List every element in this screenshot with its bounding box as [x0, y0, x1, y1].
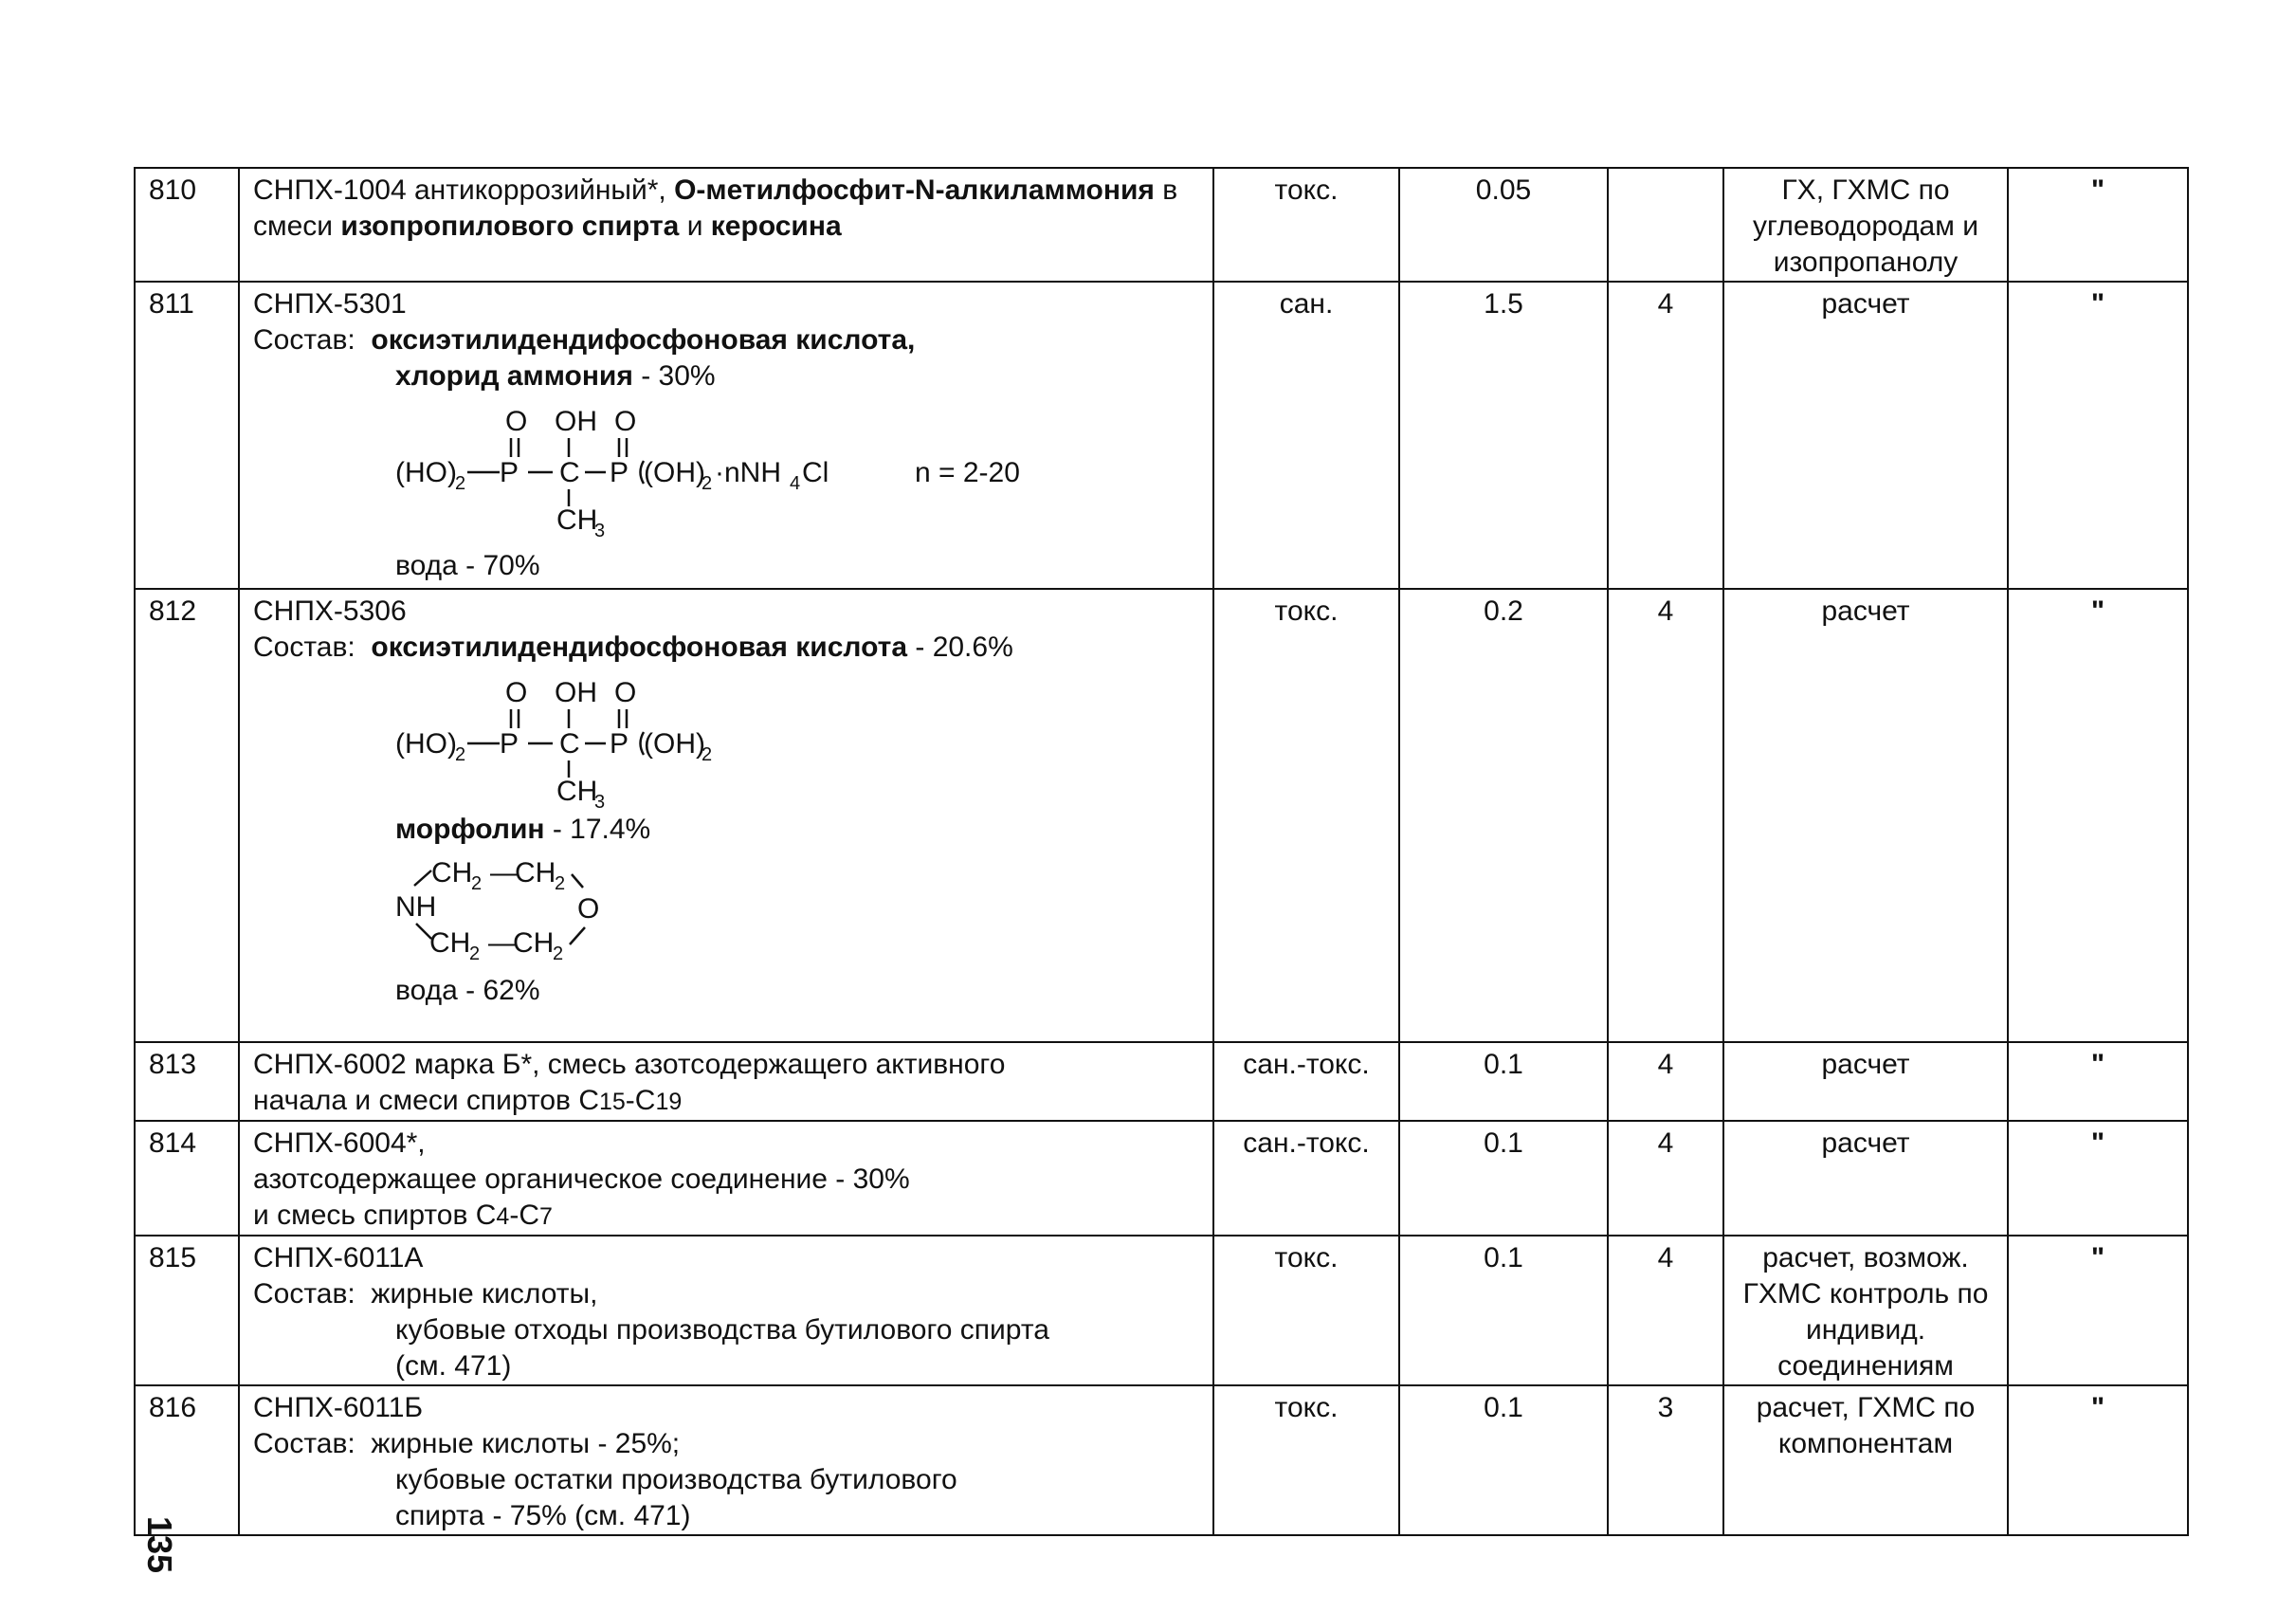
substance-name: СНПХ-5306	[253, 595, 407, 627]
svg-text:CH: CH	[556, 776, 598, 807]
svg-text:C: C	[559, 457, 580, 488]
svg-text:OH: OH	[555, 677, 597, 708]
table-row	[135, 282, 2188, 589]
svg-text:O: O	[577, 893, 600, 925]
method: расчет	[1723, 1121, 2008, 1236]
svg-text:(HO): (HO)	[395, 457, 457, 488]
svg-text:3: 3	[594, 792, 606, 813]
composition-label: Состав:	[253, 324, 355, 356]
limit-value: 0.1	[1399, 1236, 1608, 1385]
limit-value: 0.2	[1399, 589, 1608, 1042]
limit-value: 0.1	[1399, 1121, 1608, 1236]
svg-text:2: 2	[471, 873, 483, 894]
limit-type: токс.	[1213, 168, 1399, 282]
table-row	[135, 168, 2188, 282]
limit-value: 0.1	[1399, 1042, 1608, 1121]
substance-cell: СНПХ-5301 Состав: оксиэтилидендифосфоновая кислота, хлорид аммония - 30% O OH O (HO) 2 P C P (OH) 2 ·nNH 4 Cl CH 3 n = 2-20 вода - 70%	[239, 282, 1213, 589]
limit-type: токс.	[1213, 589, 1399, 1042]
row-number: 816	[135, 1385, 239, 1535]
composition-label: Состав:	[253, 1278, 355, 1310]
hazard-class: 3	[1608, 1385, 1723, 1535]
svg-text:(HO): (HO)	[395, 728, 457, 760]
water: вода	[395, 975, 458, 1006]
method: расчет, ГХМС по компонентам	[1723, 1385, 2008, 1535]
svg-text:—: —	[488, 927, 517, 959]
table-row	[135, 1236, 2188, 1385]
svg-text:2: 2	[702, 744, 713, 765]
limit-type: токс.	[1213, 1385, 1399, 1535]
svg-text:n = 2-20: n = 2-20	[915, 457, 1020, 488]
component-2: морфолин	[395, 814, 545, 845]
svg-text:2: 2	[455, 473, 466, 494]
substance-cell: СНПХ-5306 Состав: оксиэтилидендифосфоновая кислота - 20.6% O OH O (HO) 2 P C P (OH) 2 CH 3 морфолин - 17.4% CH 2 — CH 2 NH O CH 2 — CH 2 вода - 62%	[239, 589, 1213, 1042]
hazard-class: 4	[1608, 282, 1723, 589]
svg-text:CH: CH	[556, 504, 598, 536]
ditto-mark: "	[2008, 1121, 2188, 1236]
water: вода	[395, 550, 458, 581]
substance-name: СНПХ-6011А	[253, 1242, 424, 1273]
table-row	[135, 1121, 2188, 1236]
svg-text:—: —	[490, 857, 519, 888]
svg-text:2: 2	[702, 473, 713, 494]
page-number: 135	[140, 1515, 179, 1574]
svg-text:CH: CH	[515, 857, 556, 888]
substance-name: СНПХ-6011Б	[253, 1392, 424, 1423]
svg-text:O: O	[505, 406, 528, 437]
ditto-mark: "	[2008, 1042, 2188, 1121]
svg-text:(OH): (OH)	[644, 728, 705, 760]
row-number: 814	[135, 1121, 239, 1236]
svg-text:O: O	[614, 677, 637, 708]
svg-text:(OH): (OH)	[644, 457, 705, 488]
morpholine-ring	[395, 853, 1199, 967]
svg-text:CH: CH	[431, 857, 473, 888]
ditto-mark: "	[2008, 1236, 2188, 1385]
substance-name: СНПХ-5301	[253, 288, 407, 320]
limit-value: 0.05	[1399, 168, 1608, 282]
svg-text:2: 2	[555, 873, 566, 894]
table-row	[135, 589, 2188, 1042]
svg-text:·nNH: ·nNH	[715, 457, 782, 488]
svg-text:3: 3	[594, 521, 606, 541]
component-2: хлорид аммония	[395, 360, 633, 392]
svg-text:CH: CH	[513, 927, 555, 959]
hazard-class: 4	[1608, 1121, 1723, 1236]
substance-cell: СНПХ-6002 марка Б*, смесь азотсодержащего активного начала и смеси спиртов С15-С19	[239, 1042, 1213, 1121]
row-number: 815	[135, 1236, 239, 1385]
svg-text:O: O	[505, 677, 528, 708]
row-number: 810	[135, 168, 239, 282]
row-number: 811	[135, 282, 239, 589]
ditto-mark: "	[2008, 168, 2188, 282]
structural-formula	[395, 669, 1199, 813]
substance-cell: СНПХ-6011А Состав: жирные кислоты, кубовые отходы производства бутилового спирта (см. 471)	[239, 1236, 1213, 1385]
ditto-mark: "	[2008, 1385, 2188, 1535]
limit-type: сан.-токс.	[1213, 1121, 1399, 1236]
method: расчет	[1723, 589, 2008, 1042]
hazard-class: 4	[1608, 1042, 1723, 1121]
svg-text:P: P	[500, 728, 519, 760]
limit-value: 0.1	[1399, 1385, 1608, 1535]
substance-cell: СНПХ-6011Б Состав: жирные кислоты - 25%; кубовые остатки производства бутилового спирта - 75% (см. 471)	[239, 1385, 1213, 1535]
svg-text:P: P	[610, 728, 629, 760]
svg-text:P: P	[610, 457, 629, 488]
svg-text:NH: NH	[395, 891, 437, 923]
substance-cell: СНПХ-6004*, азотсодержащее органическое соединение - 30% и смесь спиртов С4-С7	[239, 1121, 1213, 1236]
composition-label: Состав:	[253, 632, 355, 663]
limit-type: сан.-токс.	[1213, 1042, 1399, 1121]
svg-text:4: 4	[790, 473, 801, 494]
svg-text:P: P	[500, 457, 519, 488]
svg-text:2: 2	[455, 744, 466, 765]
method: расчет	[1723, 282, 2008, 589]
svg-text:O: O	[614, 406, 637, 437]
svg-text:C: C	[559, 728, 580, 760]
method: расчет	[1723, 1042, 2008, 1121]
substance-cell: СНПХ-1004 антикоррозийный*, О-метилфосфит-N-алкиламмония в смеси изопропилового спирта и керосина	[239, 168, 1213, 282]
hazard-class: 4	[1608, 1236, 1723, 1385]
table-row	[135, 1042, 2188, 1121]
svg-text:OH: OH	[555, 406, 597, 437]
method: ГХ, ГХМС по углеводородам и изопропанолу	[1723, 168, 2008, 282]
limit-type: сан.	[1213, 282, 1399, 589]
method: расчет, возмож. ГХМС контроль по индивид. соединениям	[1723, 1236, 2008, 1385]
hazard-class	[1608, 168, 1723, 282]
svg-text:2: 2	[553, 943, 564, 964]
composition-label: Состав:	[253, 1428, 355, 1459]
ditto-mark: "	[2008, 589, 2188, 1042]
svg-text:Cl: Cl	[802, 457, 829, 488]
component-1: оксиэтилидендифосфоновая кислота,	[371, 324, 916, 356]
svg-text:2: 2	[469, 943, 481, 964]
svg-text:CH: CH	[429, 927, 471, 959]
hazard-class: 4	[1608, 589, 1723, 1042]
limit-value: 1.5	[1399, 282, 1608, 589]
limit-type: токс.	[1213, 1236, 1399, 1385]
substances-table	[134, 167, 2189, 1536]
component-1: оксиэтилидендифосфоновая кислота	[371, 632, 908, 663]
table-row	[135, 1385, 2188, 1535]
row-number: 812	[135, 589, 239, 1042]
structural-formula	[395, 398, 1199, 541]
row-number: 813	[135, 1042, 239, 1121]
ditto-mark: "	[2008, 282, 2188, 589]
